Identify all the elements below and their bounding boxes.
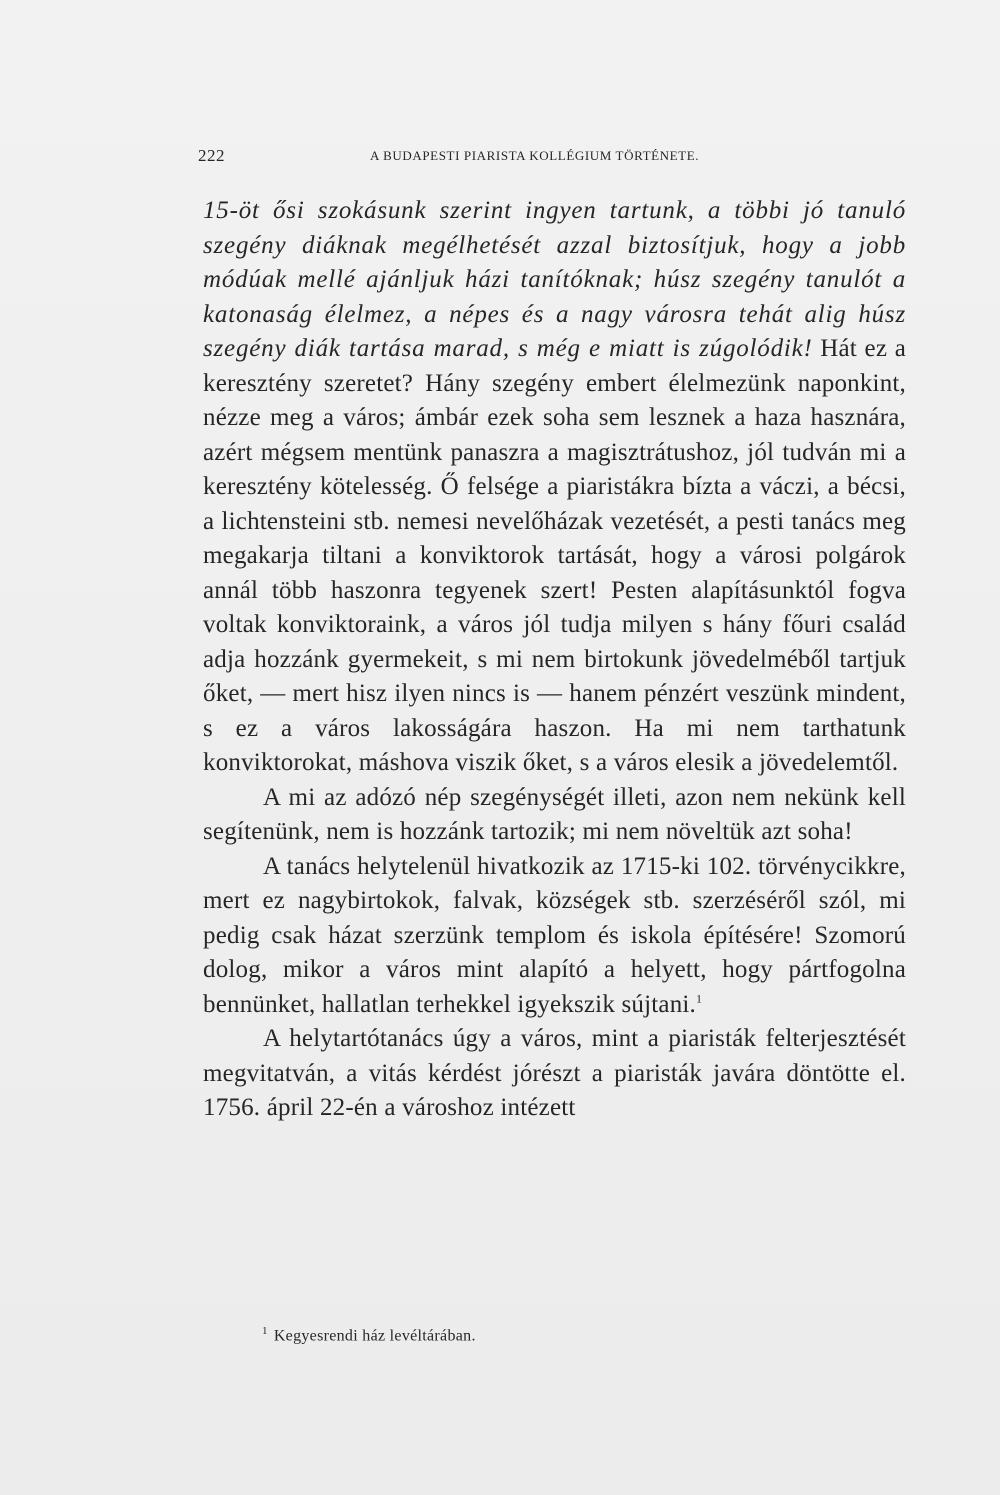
paragraph-4: A helytartótanács úgy a város, mint a piaristák felterjesztését megvitatván, a vitás kérdést jórészt a piaristák javára döntötte el. 1756. ápril 22-én a városhoz intézett bbox=[203, 1025, 906, 1121]
footnote-mark: 1 bbox=[262, 1325, 268, 1337]
running-head: A BUDAPESTI PIARISTA KOLLÉGIUM TÖRTÉNETE. bbox=[370, 148, 700, 163]
paragraph-3-text: A tanács helytelenül hivatkozik az 1715-ki 102. törvénycikkre, mert ez nagybirtokok, falvak, községek stb. szerzéséről szól, mi pedig csak házat szerzünk templom és iskola építésére! Szomorú dolog, mikor a város mint alapító a helyett, hogy pártfogolna bennünket, hallatlan terhekkel igyekszik sújtani. bbox=[203, 852, 906, 1018]
paragraph-1-roman: Hát ez a keresztény szeretet? Hány szegény embert élelmezünk naponkint, nézze meg a város; ámbár ezek soha sem lesznek a haza hasznára, azért mégsem mentünk panaszra a magisztrátushoz, jól tudván mi a keresztény kötelesség. Ő felsége a piaristákra bízta a váczi, a bécsi, a lichtensteini stb. nemesi nevelőházak vezetését, a pesti tanács meg megakarja tiltani a konviktorok tartását, hogy a városi polgárok annál több haszonra tegyenek szert! Pesten alapításunktól fogva voltak konviktoraink, a város jól tudja milyen s hány főuri család adja hozzánk gyermekeit, s mi nem birtokunk jövedelméből tartjuk őket, — mert hisz ilyen nincs is — hanem pénzért veszünk mindent, s ez a város lakosságára haszon. Ha mi nem tarthatunk konviktorokat, máshova viszik őket, s a város elesik a jövedelemtől. bbox=[203, 335, 906, 776]
footnote-text: Kegyesrendi ház levéltárában. bbox=[273, 1327, 476, 1345]
footnote-reference: 1 bbox=[696, 991, 703, 1006]
body-text bbox=[203, 194, 906, 1126]
page-header bbox=[198, 146, 908, 170]
footnote bbox=[262, 1325, 476, 1345]
page-number: 222 bbox=[198, 146, 225, 165]
italic-quote: 15-öt ősi szokásunk szerint ingyen tartunk, a többi jó tanuló szegény diáknak megélhetését azzal biztosítjuk, hogy a jobb módúak mellé ajánljuk házi tanítóknak; húsz szegény tanulót a katonaság élelmez, a népes és a nagy városra tehát alig húsz szegény diák tartása marad, s még e miatt is zúgolódik! bbox=[203, 197, 906, 362]
paragraph-3 bbox=[203, 850, 906, 1023]
paragraph-2: A mi az adózó nép szegénységét illeti, azon nem nekünk kell segítenünk, nem is hozzánk tartozik; mi nem növeltük azt soha! bbox=[203, 783, 906, 845]
paragraph-1 bbox=[203, 194, 906, 781]
